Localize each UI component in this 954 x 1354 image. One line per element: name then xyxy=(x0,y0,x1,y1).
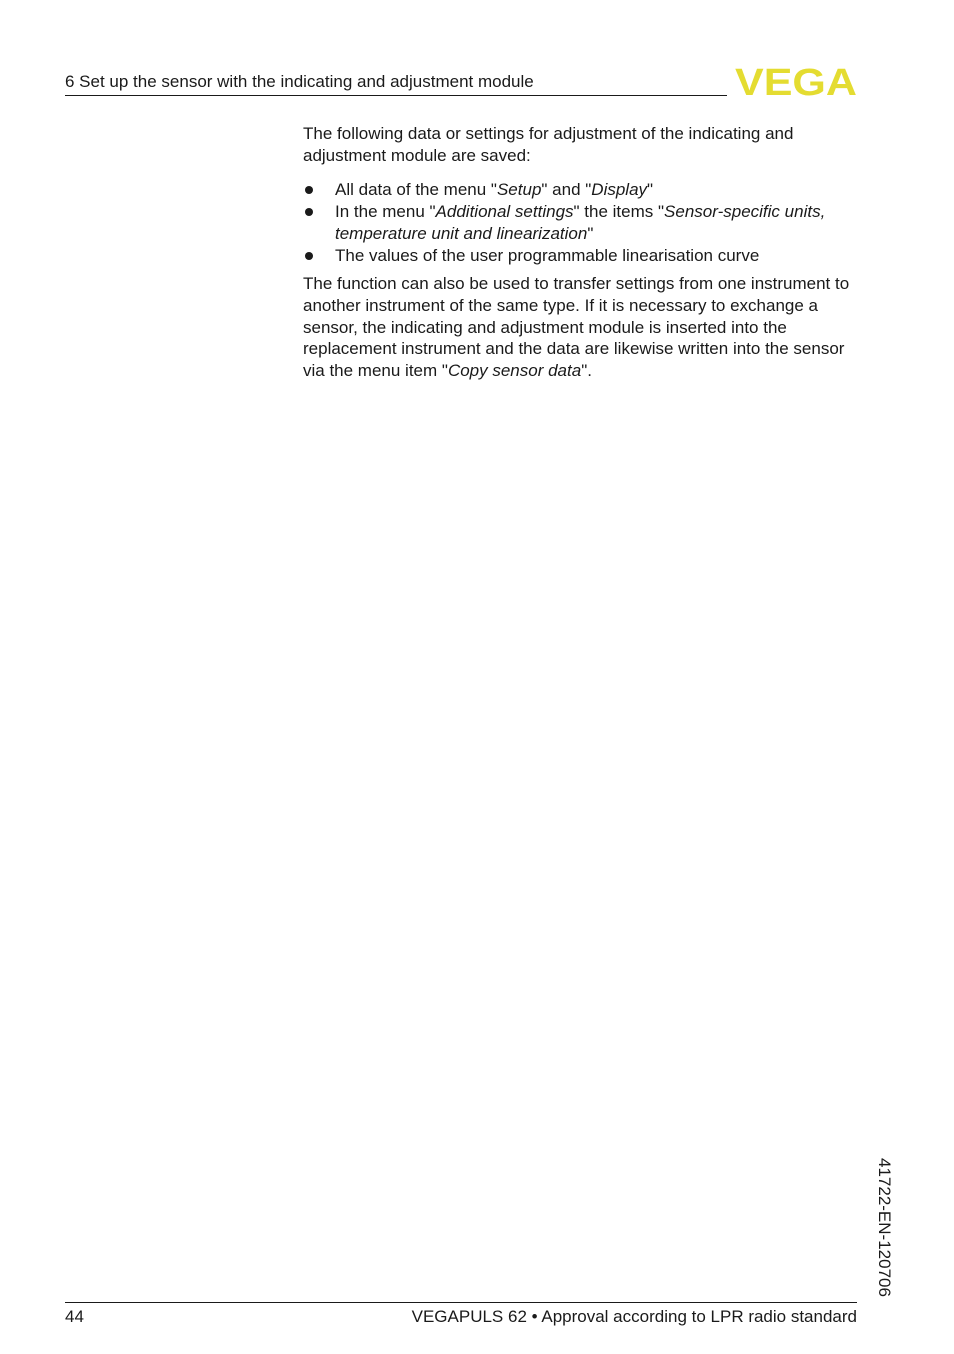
intro-paragraph: The following data or settings for adjustment of the indicating and adjustment module are saved: xyxy=(303,124,794,165)
bullet-icon xyxy=(305,208,313,216)
bullet-icon xyxy=(305,186,313,194)
vega-logo-text: VEGA xyxy=(735,66,857,97)
document-code xyxy=(872,1158,897,1304)
header-divider xyxy=(65,95,727,96)
main-content xyxy=(303,123,863,382)
list-item: In the menu "Additional settings" the items "Sensor-specific units, temperature unit and linearization" xyxy=(303,201,863,244)
document-code-text: 41722-EN-120706 xyxy=(875,1158,894,1297)
menu-display: Display xyxy=(591,180,648,200)
footer-title: VEGAPULS 62 • Approval according to LPR radio standard xyxy=(411,1307,857,1326)
menu-items-units: Sensor-specific units, temperature unit and linearization xyxy=(335,202,826,243)
page-number: 44 xyxy=(65,1307,84,1326)
menu-setup: Setup xyxy=(496,180,542,200)
menu-additional-settings: Additional settings xyxy=(435,202,574,222)
bullet-icon xyxy=(305,252,313,260)
chapter-heading: 6 Set up the sensor with the indicating and adjustment module xyxy=(65,72,534,91)
saved-items-list xyxy=(303,179,863,266)
transfer-paragraph: The function can also be used to transfer settings from one instrument to another instrument of the same type. If it is necessary to exchange a sensor, the indicating and adjustment module is inserted into the replacement instrument and the data are likewise written into the sensor via the menu item "Copy sensor data". xyxy=(303,274,850,381)
list-item: All data of the menu "Setup" and "Display" xyxy=(303,179,863,201)
list-item: The values of the user programmable linearisation curve xyxy=(303,245,863,267)
menu-copy-sensor-data: Copy sensor data xyxy=(447,361,582,381)
footer-divider xyxy=(65,1302,857,1303)
vega-logo xyxy=(735,66,857,97)
